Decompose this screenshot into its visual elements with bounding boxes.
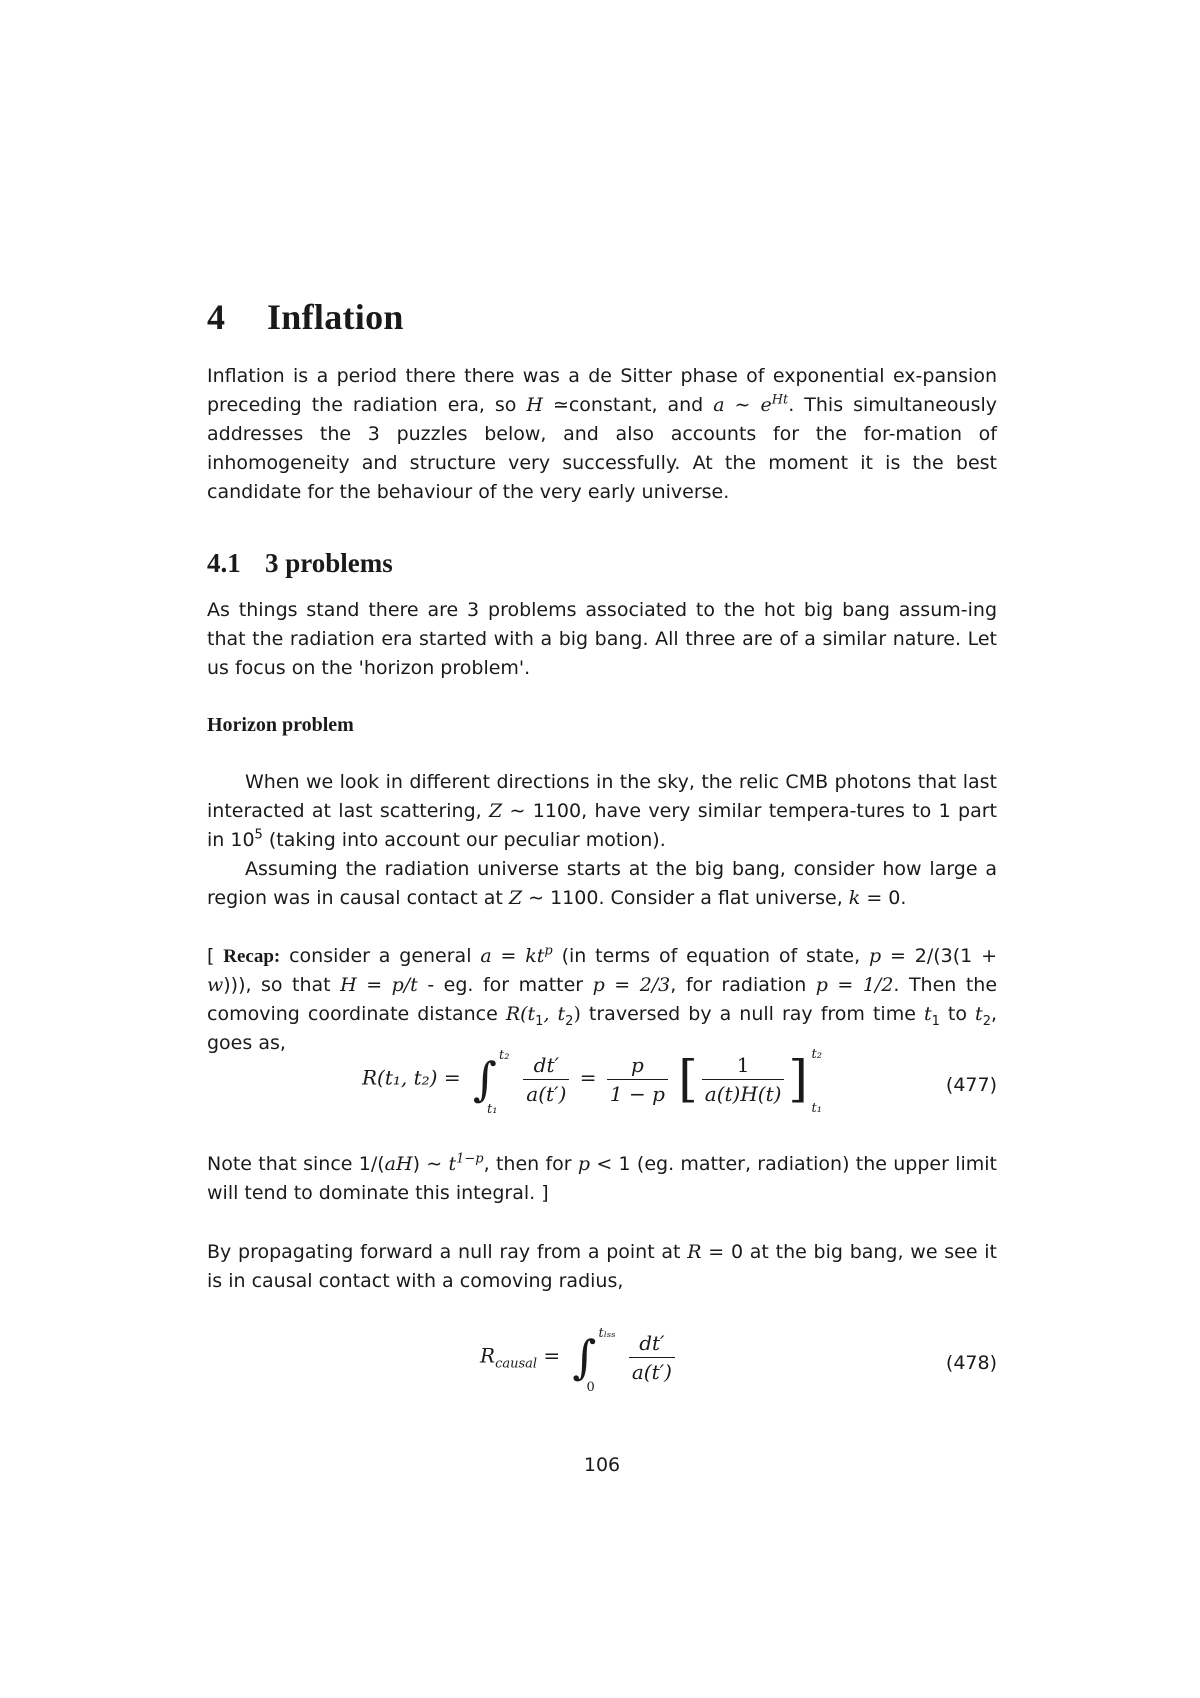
horizon-text-5: ∼ 1100. Consider a flat universe, xyxy=(522,887,849,909)
symbol-H: H xyxy=(526,394,543,416)
symbol-w: w xyxy=(207,974,224,996)
recap-p-radiation: p = 1/2 xyxy=(815,974,894,996)
recap-R: R(t xyxy=(505,1003,536,1025)
eq477-num3: 1 xyxy=(702,1053,785,1080)
horizon-text-3: (taking into account our peculiar motion). xyxy=(262,829,666,851)
symbol-R: R xyxy=(687,1241,702,1263)
eq477-num2: p xyxy=(607,1053,668,1080)
horizon-problem-heading: Horizon problem xyxy=(207,714,354,736)
recap-t1: t xyxy=(923,1003,932,1025)
eq477-bracket-upper: t₂ xyxy=(811,1046,822,1062)
eq478-den: a(t′) xyxy=(631,1359,672,1384)
exponent-5: 5 xyxy=(254,827,263,843)
symbol-Z-2: Z xyxy=(508,887,523,909)
recap-text-7: . Then the comoving coordinate distance xyxy=(207,974,998,1025)
horizon-text-4: Assuming the radiation universe starts at the big bang, consider how large a region was in causal contact at xyxy=(207,858,997,909)
symbol-k: k xyxy=(848,887,861,909)
exponent-1-p: 1−p xyxy=(456,1151,484,1167)
symbol-sim: ∼ xyxy=(724,394,761,416)
recap-a-eq: a = kt xyxy=(480,945,545,967)
symbol-aH: aH xyxy=(384,1153,413,1175)
note-text-4: < 1 (eg. matter, radiation) the upper limit will tend to dominate this integral. ] xyxy=(207,1153,997,1204)
symbol-p: p xyxy=(577,1153,591,1175)
propagate-paragraph xyxy=(207,1238,997,1296)
horizon-text-2: ∼ 1100, have very similar tempera-tures to 1 part in 10 xyxy=(207,800,997,851)
recap-text-3: 2/(3(1 + xyxy=(905,945,998,967)
eq477-frac-1 xyxy=(523,1053,569,1106)
section-title: Inflation xyxy=(267,297,404,337)
intro-text-3: . This simultaneously addresses the 3 puzzles below, and also accounts for the for-mation of inhomogeneity and structure very successfully. At the moment it is the best candidate for the behaviour of the very early universe. xyxy=(207,394,998,503)
eq478-frac xyxy=(629,1331,675,1384)
eq478-lhs: R xyxy=(480,1343,496,1368)
recap-text-10: , goes as, xyxy=(207,1003,998,1054)
recap-bracket: [ xyxy=(207,945,224,967)
intro-text-1: Inflation is a period there there was a de Sitter phase of exponential ex-pansion preceding the radiation era, so xyxy=(207,365,997,416)
recap-label: Recap: xyxy=(223,946,281,967)
section-number: 4 xyxy=(207,297,226,337)
horizon-paragraph-1 xyxy=(207,768,997,855)
intro-paragraph xyxy=(207,362,997,507)
integral-sign-478: ∫ tₗₛₛ 0 xyxy=(572,1326,616,1395)
section-heading xyxy=(207,296,404,338)
intro-text-2: ≃constant, and xyxy=(542,394,714,416)
eq477-num1: dt′ xyxy=(523,1053,569,1080)
eq478-equals: = xyxy=(537,1343,561,1368)
recap-p-eq: p = xyxy=(869,945,906,967)
equation-478 xyxy=(207,1326,997,1410)
recap-text-8: traversed by a null ray from time xyxy=(580,1003,924,1025)
problems-paragraph: As things stand there are 3 problems associated to the hot big bang assum-ing that the radiation era started with a big bang. All three are of a similar nature. Let us focus on the 'horizon problem'. xyxy=(207,599,997,679)
horizon-text-1: When we look in different directions in the sky, the relic CMB photons that last interacted at last scattering, xyxy=(207,771,997,822)
eq477-equals: = xyxy=(579,1065,597,1090)
page-number: 106 xyxy=(583,1454,621,1476)
symbol-t: t xyxy=(448,1153,457,1175)
eq477-lhs: R(t₁, t₂) = xyxy=(362,1065,461,1090)
recap-exp-p: p xyxy=(544,943,553,959)
eq478-lower: 0 xyxy=(586,1380,595,1395)
integral-sign: ∫ t₂ t₁ xyxy=(472,1048,510,1117)
eq477-den1: a(t′) xyxy=(526,1081,567,1106)
eq477-bracket: [ $\frac{1}{a(t)H(t)}$ ] t₂ t₁ xyxy=(678,1046,822,1116)
note-text-2: ) ∼ xyxy=(412,1153,449,1175)
recap-p-matter: p = 2/3 xyxy=(592,974,671,996)
recap-text-1: consider a general xyxy=(280,945,481,967)
eq478-lhs-sub: causal xyxy=(495,1356,538,1372)
propagate-text-2: = 0 at the big bang, we see it is in causal contact with a comoving radius, xyxy=(207,1241,997,1292)
symbol-a: a xyxy=(713,394,725,416)
recap-paragraph: [ Recap: consider a general $a = kt^p$ (in terms of equation of state, p = 2/(3(1 + w))), so that H = p/t - eg. for matter p = 2/3, for radiation p = 1/2. Then the comoving coordinate distance $R(t_1$, $t_2$) traversed by a null ray from time $t_1$ to $t_2$, goes as, xyxy=(207,943,998,1054)
eq477-lower: t₁ xyxy=(486,1102,498,1117)
exponent-Ht: Ht xyxy=(771,392,789,408)
subsection-number: 4.1 xyxy=(207,548,241,578)
eq477-frac-2 xyxy=(607,1053,668,1106)
recap-text-4: ))), so that xyxy=(223,974,341,996)
horizon-text-6: = 0. xyxy=(860,887,907,909)
horizon-paragraph-2 xyxy=(207,855,997,913)
eq477-upper: t₂ xyxy=(498,1048,510,1063)
recap-H-eq: H = p/t xyxy=(340,974,418,996)
equation-477 xyxy=(207,1046,997,1132)
eq477-bracket-lower: t₁ xyxy=(811,1100,822,1116)
note-text-1: Note that since 1/( xyxy=(207,1153,385,1175)
recap-text-9: to xyxy=(939,1003,976,1025)
equation-number-477: (477) xyxy=(945,1074,997,1096)
recap-text-2: (in terms of equation of state, xyxy=(552,945,869,967)
note-paragraph xyxy=(207,1150,997,1208)
recap-text-6: , for radiation xyxy=(670,974,816,996)
eq478-upper: tₗₛₛ xyxy=(598,1326,616,1341)
symbol-Z: Z xyxy=(489,800,503,822)
note-text-3: , then for xyxy=(483,1153,578,1175)
subsection-heading xyxy=(207,548,393,579)
eq477-den2: 1 − p xyxy=(609,1081,665,1106)
subsection-title: 3 problems xyxy=(265,548,393,578)
eq477-den3: a(t)H(t) xyxy=(704,1081,782,1106)
eq478-num: dt′ xyxy=(629,1331,675,1358)
propagate-text-1: By propagating forward a null ray from a point at xyxy=(207,1241,688,1263)
recap-text-5: - eg. for matter xyxy=(417,974,593,996)
equation-number-478: (478) xyxy=(945,1352,997,1374)
symbol-e: e xyxy=(760,394,772,416)
